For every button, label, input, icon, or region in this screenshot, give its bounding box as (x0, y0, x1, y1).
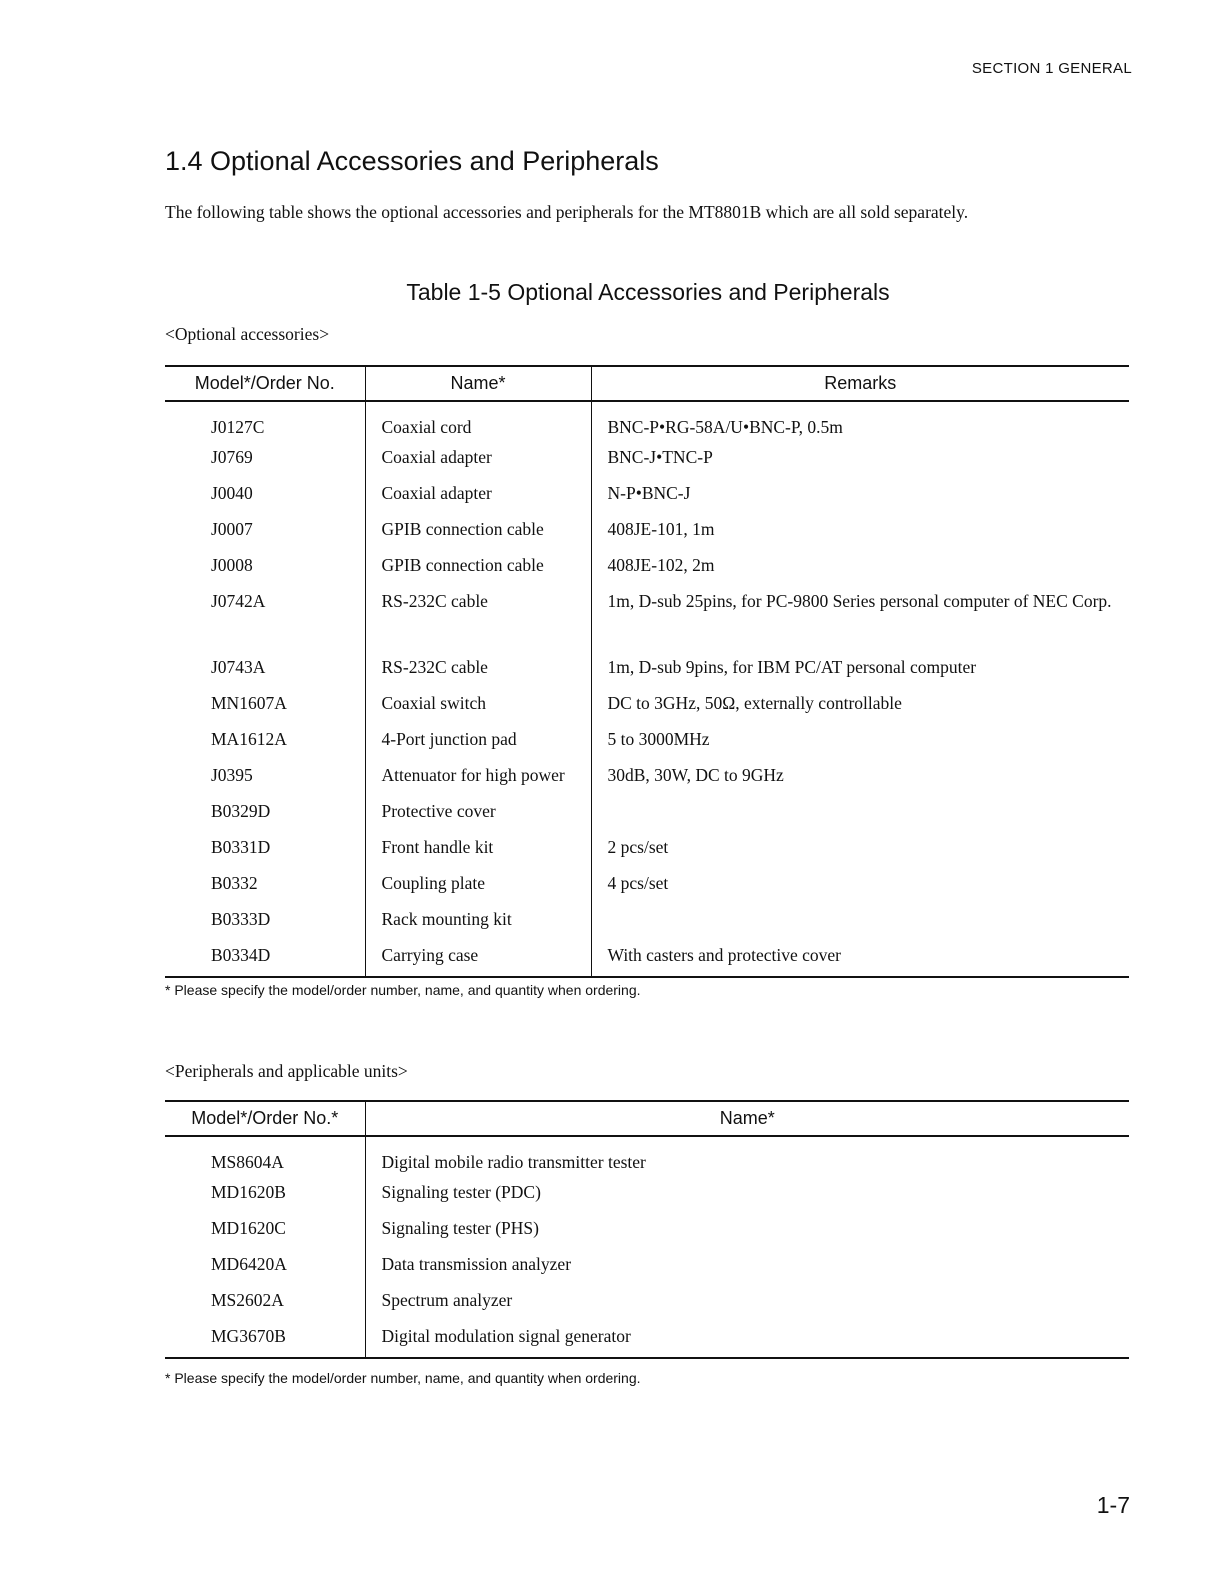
table-row (165, 1285, 1129, 1321)
cell-name: Data transmission analyzer (381, 1254, 572, 1274)
peripherals-header-row (165, 1101, 1129, 1136)
accessories-footnote: * Please specify the model/order number, name, and quantity when ordering. (165, 982, 641, 998)
cell-model: J0743A (165, 652, 365, 688)
table-row (165, 1213, 1129, 1249)
table-row (165, 760, 1129, 796)
table-row (165, 550, 1129, 586)
cell-name: Signaling tester (PHS) (381, 1218, 539, 1238)
cell-name: Carrying case (365, 940, 591, 977)
cell-model: J0040 (165, 478, 365, 514)
cell-remarks: 408JE-102, 2m (607, 555, 715, 575)
intro-paragraph: The following table shows the optional accessories and peripherals for the MT8801B which are all sold separately. (165, 202, 969, 222)
cell-model: MA1612A (165, 724, 365, 760)
table-row (165, 1249, 1129, 1285)
cell-remarks: DC to 3GHz, 50Ω, externally controllable (607, 693, 902, 713)
running-header: SECTION 1 GENERAL (971, 60, 1132, 77)
table-row (165, 514, 1129, 550)
table-row (165, 832, 1129, 868)
cell-remarks (591, 796, 1129, 832)
cell-model: J0007 (165, 514, 365, 550)
table-row (165, 652, 1129, 688)
cell-name: RS-232C cable (365, 586, 591, 652)
cell-name: GPIB connection cable (365, 550, 591, 586)
cell-model: MN1607A (165, 688, 365, 724)
cell-model: J0742A (165, 586, 365, 652)
cell-model: J0008 (165, 550, 365, 586)
cell-model: B0329D (165, 796, 365, 832)
cell-name: Coaxial adapter (365, 442, 591, 478)
table-row (165, 724, 1129, 760)
table-row (165, 688, 1129, 724)
cell-model: MG3670B (165, 1321, 365, 1358)
accessories-subheading: <Optional accessories> (165, 324, 330, 344)
cell-remarks: With casters and protective cover (591, 940, 1129, 977)
cell-name: Protective cover (365, 796, 591, 832)
cell-remarks: BNC-P•RG-58A/U•BNC-P, 0.5m (607, 417, 843, 437)
cell-remarks: 5 to 3000MHz (607, 729, 710, 749)
cell-name: Spectrum analyzer (381, 1290, 513, 1310)
cell-name: Digital modulation signal generator (365, 1321, 1129, 1358)
cell-model: MD1620B (165, 1177, 365, 1213)
cell-remarks: BNC-J•TNC-P (607, 447, 713, 467)
cell-model: B0332 (165, 868, 365, 904)
column-header-remarks: Remarks (591, 366, 1129, 401)
cell-model: B0331D (165, 832, 365, 868)
cell-name: Attenuator for high power (365, 760, 591, 796)
cell-model: J0769 (165, 442, 365, 478)
column-header-name: Name* (365, 366, 591, 401)
cell-remarks: 1m, D-sub 9pins, for IBM PC/AT personal computer (607, 657, 977, 677)
table-row (165, 442, 1129, 478)
cell-name: Digital mobile radio transmitter tester (381, 1152, 646, 1172)
cell-name: Front handle kit (365, 832, 591, 868)
cell-model: MD1620C (165, 1213, 365, 1249)
cell-remarks: 2 pcs/set (607, 837, 669, 857)
table-row (165, 940, 1129, 977)
table-row (165, 586, 1129, 652)
table-row (165, 1177, 1129, 1213)
table-row (165, 904, 1129, 940)
table-row (165, 401, 1129, 442)
page-number: 1-7 (1096, 1492, 1130, 1518)
table-row (165, 1136, 1129, 1177)
table-row (165, 1321, 1129, 1358)
peripherals-subheading: <Peripherals and applicable units> (165, 1061, 408, 1081)
accessories-table (165, 365, 1129, 978)
table-row (165, 478, 1129, 514)
cell-name: Coaxial cord (365, 401, 591, 442)
cell-name: Signaling tester (PDC) (381, 1182, 541, 1202)
cell-remarks: 4 pcs/set (607, 873, 669, 893)
section-title: 1.4 Optional Accessories and Peripherals (165, 146, 659, 176)
cell-name: 4-Port junction pad (365, 724, 591, 760)
cell-name: RS-232C cable (365, 652, 591, 688)
table-row (165, 796, 1129, 832)
cell-model: B0333D (165, 904, 365, 940)
cell-model: J0395 (165, 760, 365, 796)
cell-model: MD6420A (165, 1249, 365, 1285)
column-header-model: Model*/Order No. (165, 366, 365, 401)
table-row (165, 868, 1129, 904)
cell-model: MS2602A (165, 1285, 365, 1321)
peripherals-footnote: * Please specify the model/order number, name, and quantity when ordering. (165, 1370, 641, 1386)
cell-name: Rack mounting kit (365, 904, 591, 940)
cell-model: MS8604A (165, 1136, 365, 1177)
cell-name: Coupling plate (365, 868, 591, 904)
column-header-model: Model*/Order No.* (165, 1101, 365, 1136)
cell-name: GPIB connection cable (365, 514, 591, 550)
cell-remarks: 30dB, 30W, DC to 9GHz (607, 765, 784, 785)
cell-name: Coaxial switch (365, 688, 591, 724)
cell-name: Coaxial adapter (365, 478, 591, 514)
accessories-header-row (165, 366, 1129, 401)
cell-remarks (591, 904, 1129, 940)
cell-remarks: 408JE-101, 1m (607, 519, 715, 539)
cell-remarks: 1m, D-sub 25pins, for PC-9800 Series personal computer of NEC Corp. (607, 591, 1112, 611)
column-header-name: Name* (365, 1101, 1129, 1136)
peripherals-table (165, 1100, 1129, 1359)
table-title: Table 1-5 Optional Accessories and Peripherals (406, 279, 890, 305)
cell-model: J0127C (165, 401, 365, 442)
cell-remarks: N-P•BNC-J (607, 483, 691, 503)
cell-model: B0334D (165, 940, 365, 977)
